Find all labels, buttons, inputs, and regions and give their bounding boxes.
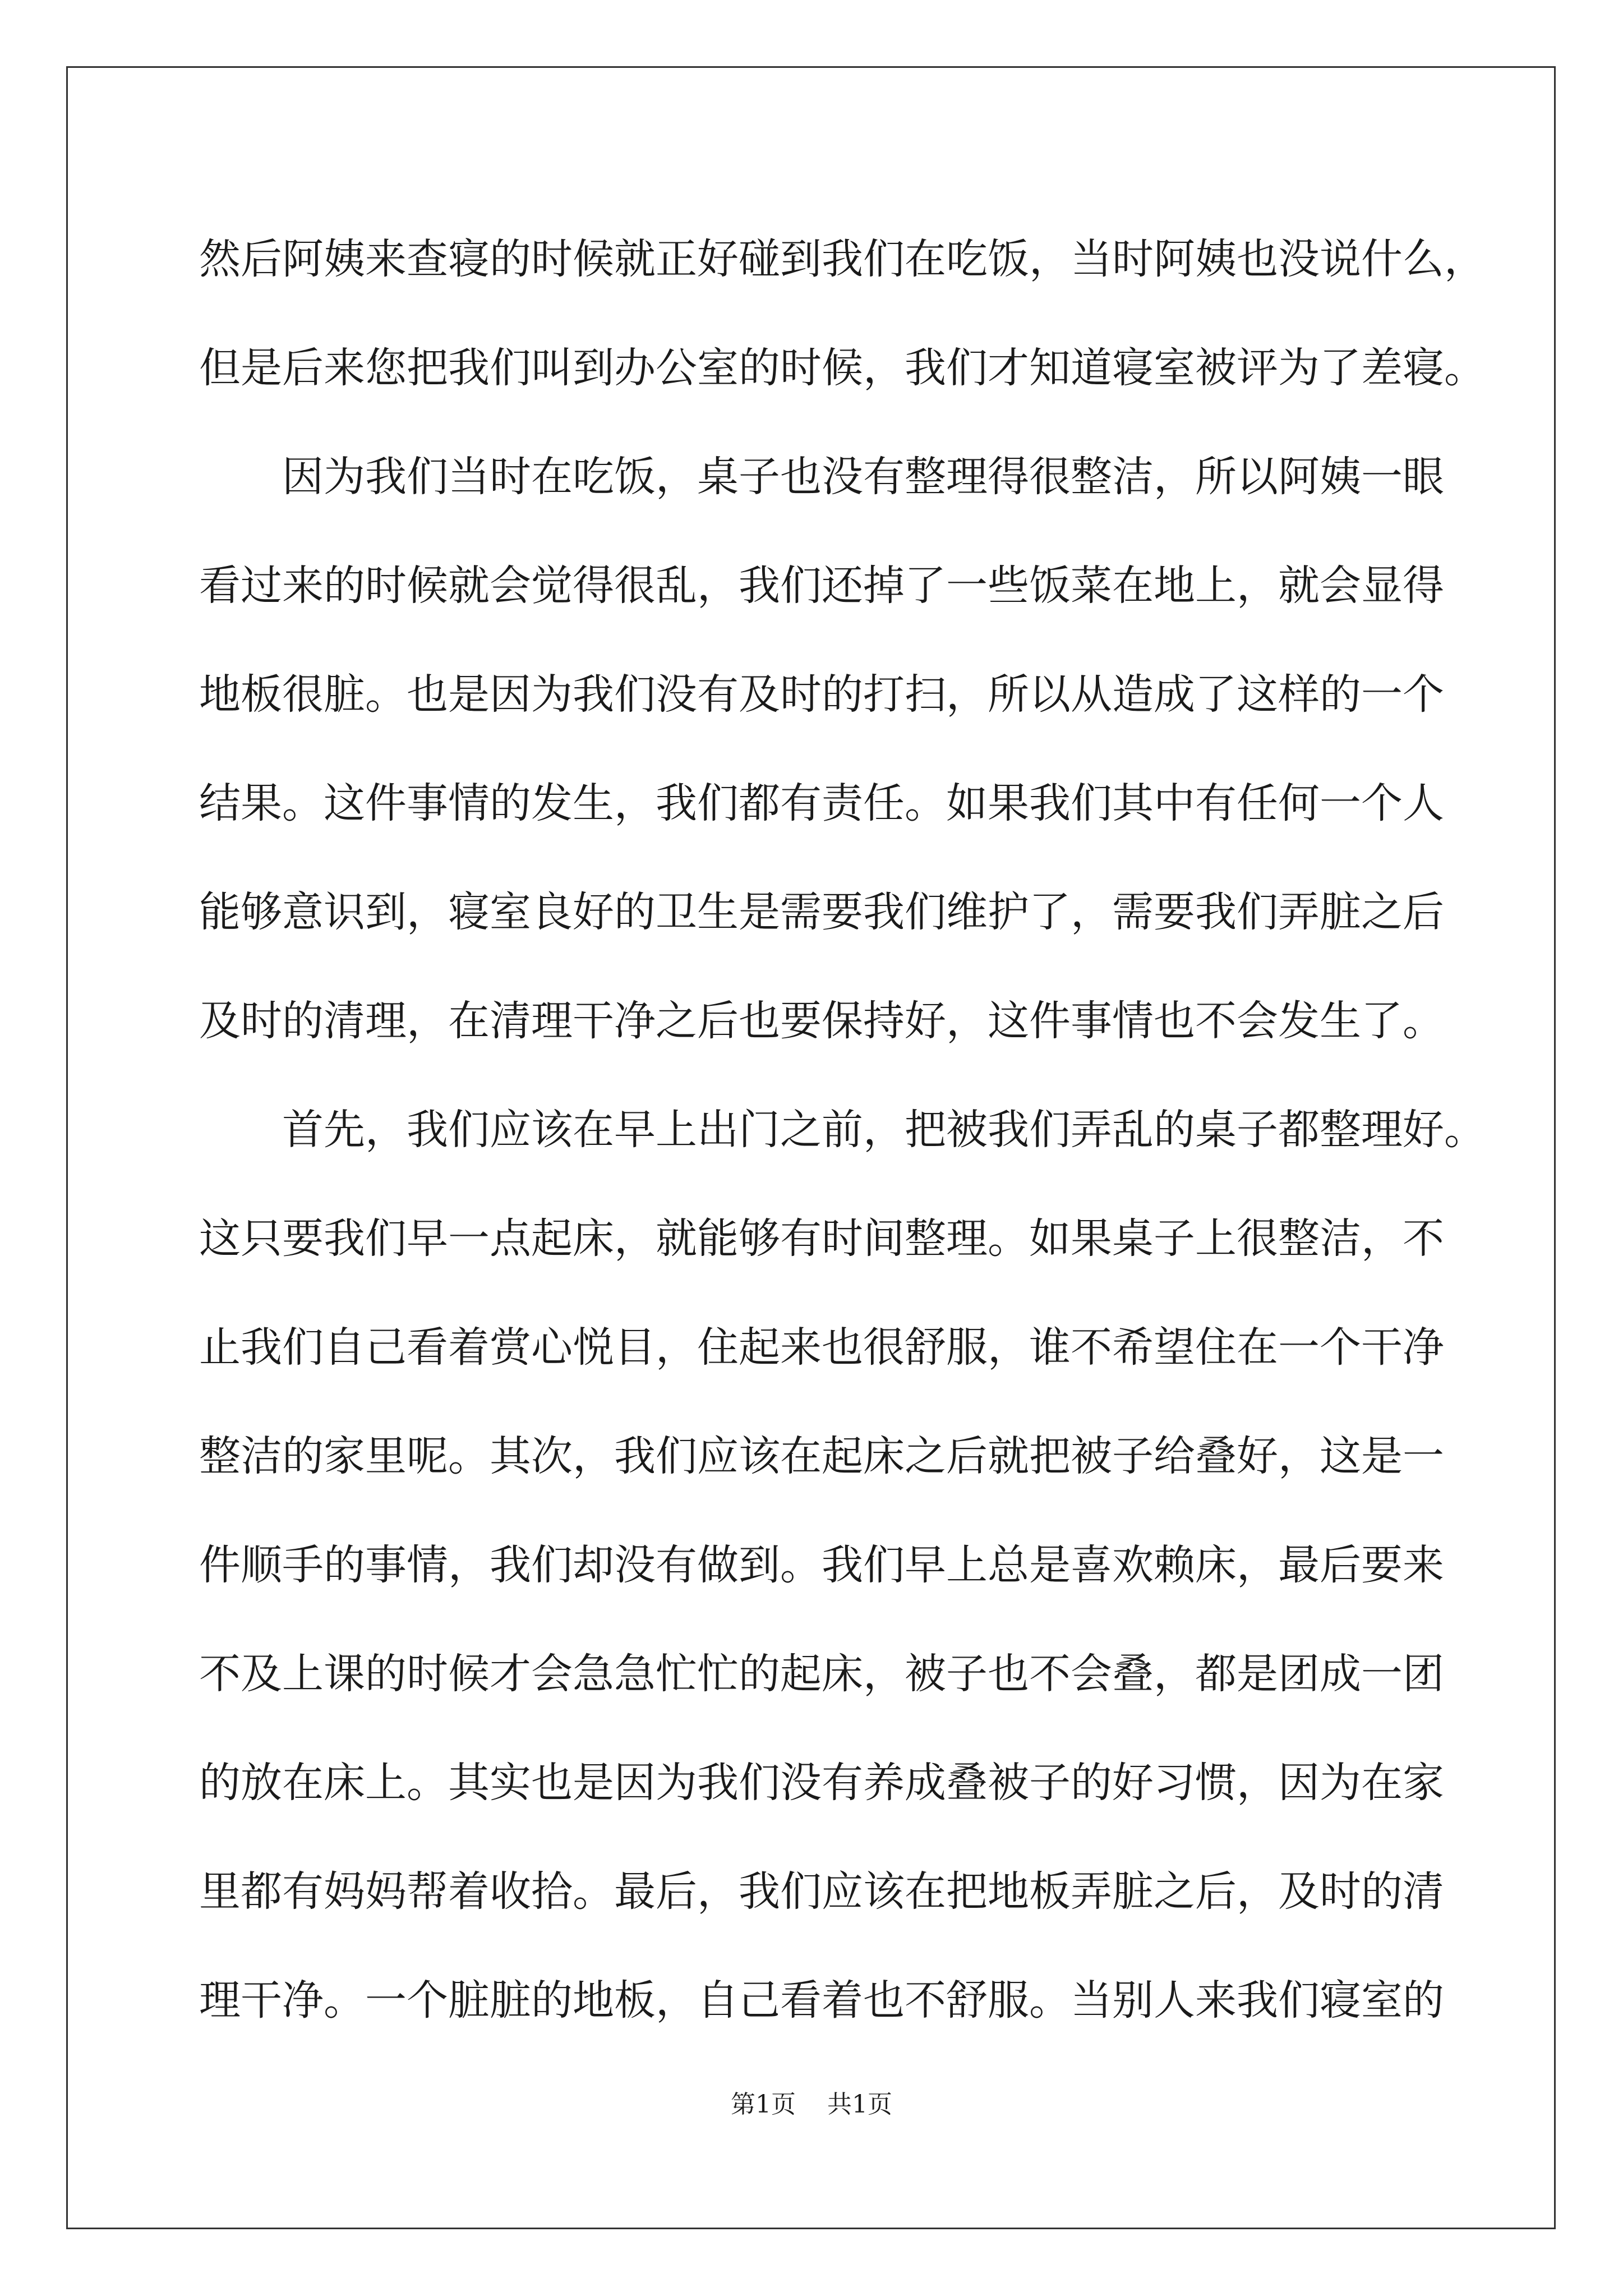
text-line: 然后阿姨来查寝的时候就正好碰到我们在吃饭，当时阿姨也没说什么， bbox=[199, 235, 1486, 283]
page-footer bbox=[0, 2088, 1623, 2122]
text-line: 止我们自己看着赏心悦目，住起来也很舒服，谁不希望住在一个干净 bbox=[199, 1323, 1444, 1372]
document-body bbox=[199, 205, 1486, 2055]
text-line: 这只要我们早一点起床，就能够有时间整理。如果桌子上很整洁，不 bbox=[199, 1214, 1444, 1263]
text-line: 地板很脏。也是因为我们没有及时的打扫，所以从造成了这样的一个 bbox=[199, 670, 1444, 719]
text-line: 不及上课的时候才会急急忙忙的起床，被子也不会叠，都是团成一团 bbox=[199, 1650, 1444, 1698]
total-pages: 共1页 bbox=[827, 2090, 892, 2119]
text-line: 理干净。一个脏脏的地板，自己看着也不舒服。当别人来我们寝室的 bbox=[199, 1976, 1444, 2024]
text-line: 整洁的家里呢。其次，我们应该在起床之后就把被子给叠好，这是一 bbox=[199, 1432, 1444, 1480]
paragraph-start-line: 因为我们当时在吃饭，桌子也没有整理得很整洁，所以阿姨一眼 bbox=[282, 453, 1444, 501]
text-line: 结果。这件事情的发生，我们都有责任。如果我们其中有任何一个人 bbox=[199, 779, 1444, 827]
text-line: 里都有妈妈帮着收拾。最后，我们应该在把地板弄脏之后，及时的清 bbox=[199, 1867, 1444, 1916]
text-line: 及时的清理，在清理干净之后也要保持好，这件事情也不会发生了。 bbox=[199, 997, 1444, 1045]
paragraph-start-line: 首先，我们应该在早上出门之前，把被我们弄乱的桌子都整理好。 bbox=[282, 1106, 1486, 1154]
text-line: 但是后来您把我们叫到办公室的时候，我们才知道寝室被评为了差寝。 bbox=[199, 344, 1486, 392]
page-number: 第1页 bbox=[731, 2090, 796, 2119]
text-line: 的放在床上。其实也是因为我们没有养成叠被子的好习惯，因为在家 bbox=[199, 1759, 1444, 1807]
text-line: 能够意识到，寝室良好的卫生是需要我们维护了，需要我们弄脏之后 bbox=[199, 888, 1444, 936]
text-line: 件顺手的事情，我们却没有做到。我们早上总是喜欢赖床，最后要来 bbox=[199, 1541, 1444, 1589]
text-line: 看过来的时候就会觉得很乱，我们还掉了一些饭菜在地上，就会显得 bbox=[199, 562, 1444, 610]
